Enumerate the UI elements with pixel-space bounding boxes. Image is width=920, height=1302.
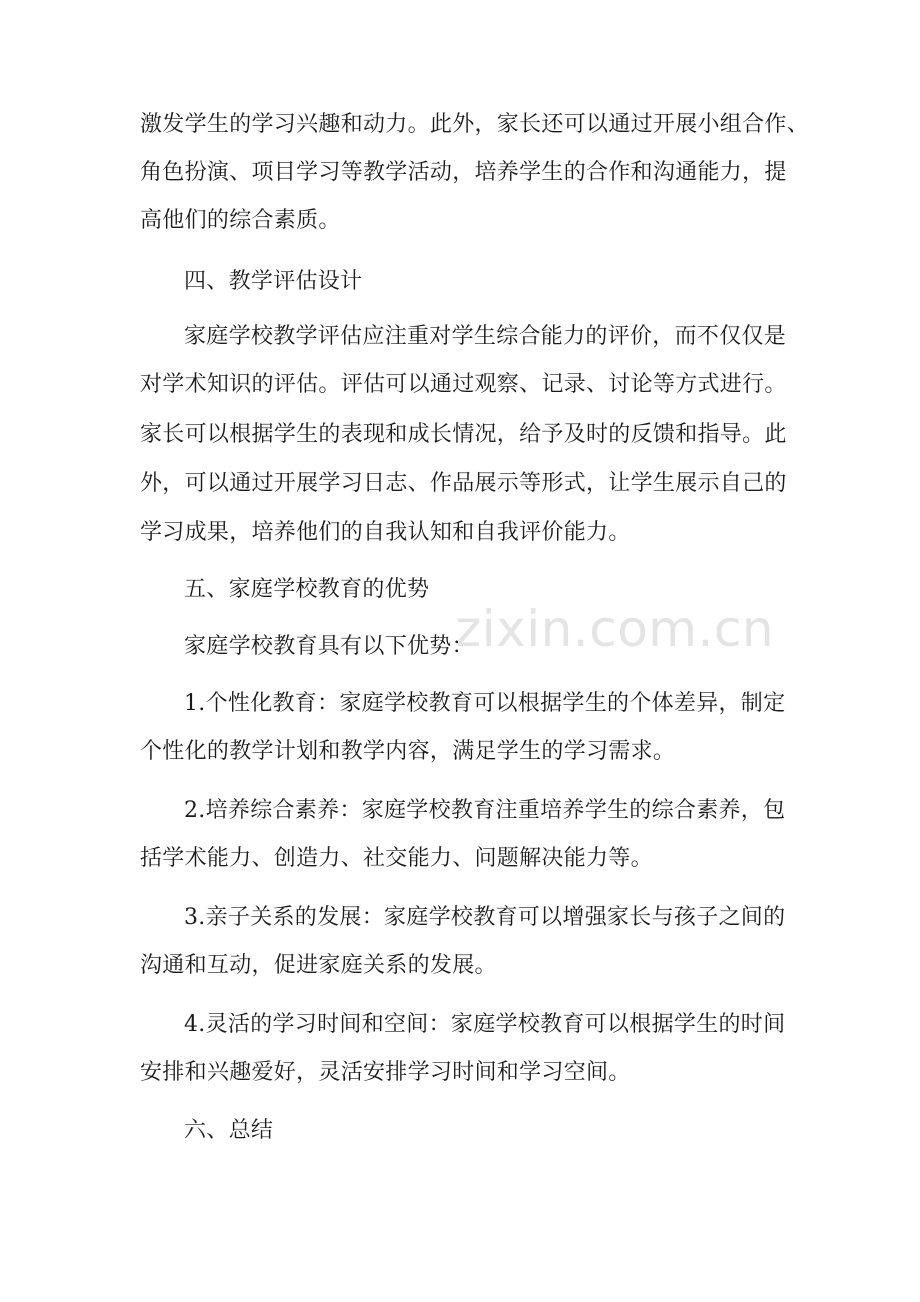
text-line: 3.亲子关系的发展：家庭学校教育可以增强家长与孩子之间的 [184,905,786,930]
text-line: 2.培养综合素养：家庭学校教育注重培养学生的综合素养，包 [184,798,786,823]
text-line: 家长可以根据学生的表现和成长情况，给予及时的反馈和指导。此 [140,422,787,447]
section-heading-advantages: 五、家庭学校教育的优势 [184,577,430,602]
text-line: 对学术知识的评估。评估可以通过观察、记录、讨论等方式进行。 [140,372,787,397]
text-line: 高他们的综合素质。 [140,208,341,233]
text-line: 个性化的教学计划和教学内容，满足学生的学习需求。 [140,739,676,764]
section-heading-summary: 六、总结 [184,1118,274,1143]
text-line: 外，可以通过开展学习日志、作品展示等形式，让学生展示自己的 [140,471,787,496]
text-line: 激发学生的学习兴趣和动力。此外，家长还可以通过开展小组合作、 [140,112,810,137]
text-line: 家庭学校教学评估应注重对学生综合能力的评价，而不仅仅是 [184,324,787,349]
text-line: 4.灵活的学习时间和空间：家庭学校教育可以根据学生的时间 [184,1012,786,1037]
text-line: 1.个性化教育：家庭学校教育可以根据学生的个体差异，制定 [184,691,786,716]
watermark: zixin.com.cn [455,600,775,658]
text-line: 沟通和互动，促进家庭关系的发展。 [140,953,497,978]
text-line: 安排和兴趣爱好，灵活安排学习时间和学习空间。 [140,1060,631,1085]
paragraph-advantages-intro: 家庭学校教育具有以下优势： [184,634,474,659]
text-line: 括学术能力、创造力、社交能力、问题解决能力等。 [140,846,653,871]
text-line: 角色扮演、项目学习等教学活动，培养学生的合作和沟通能力，提 [140,160,787,185]
text-line: 学习成果，培养他们的自我认知和自我评价能力。 [140,520,631,545]
section-heading-evaluation: 四、教学评估设计 [184,269,363,294]
